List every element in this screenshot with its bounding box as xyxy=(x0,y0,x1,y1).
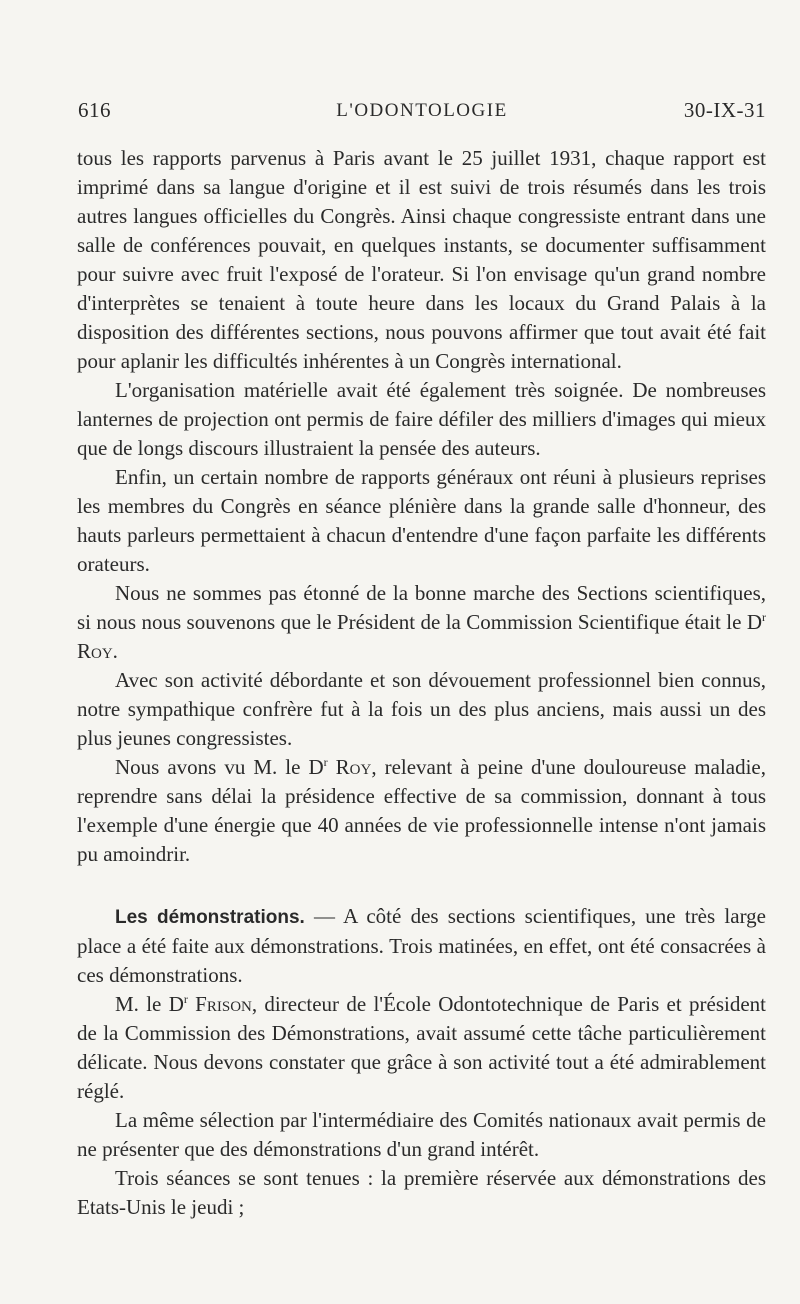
paragraph-demonstrations xyxy=(77,902,766,990)
paragraph-frison xyxy=(77,990,766,1106)
section-gap xyxy=(77,869,766,902)
paragraph-organisation: L'organisation matérielle avait été également très soignée. De nombreuses lanternes de projection ont permis de faire défiler des milliers d'images qui mieux que de longs discours illustraient la pensée des auteurs. xyxy=(77,378,766,460)
paragraph-rapports-generaux: Enfin, un certain nombre de rapports généraux ont réuni à plusieurs reprises les membres du Congrès en séance plénière dans la grande salle d'honneur, des hauts parleurs permettaient à chacun d'entendre d'une façon parfaite les différents orateurs. xyxy=(77,465,766,576)
superscript: r xyxy=(323,755,328,769)
issue-date: 30-IX-31 xyxy=(683,98,766,122)
text-run: , relevant à peine d'une douloureuse maladie, reprendre sans délai la présidence effective de sa commission, donnant à tous l'exemple d'une énergie que 40 années de vie professionnelle intense n'ont jamais pu amoindrir. xyxy=(77,755,767,866)
paragraph-selection: La même sélection par l'intermédiaire des Comités nationaux avait permis de ne présenter que des démonstrations d'un grand intérêt. xyxy=(77,1108,766,1161)
paragraph-activite: Avec son activité débordante et son dévouement professionnel bien connus, notre sympathique confrère fut à la fois un des plus anciens, mais aussi un des plus jeunes congressistes. xyxy=(77,668,766,750)
superscript: r xyxy=(762,610,766,624)
text-run: M. le D xyxy=(115,992,184,1016)
body-text xyxy=(77,144,766,1222)
journal-title: L'ODONTOLOGIE xyxy=(336,100,508,121)
superscript: r xyxy=(183,992,188,1006)
paragraph-sections-scientifiques xyxy=(77,579,766,666)
text-run: . xyxy=(112,639,118,663)
section-heading: Les démonstrations. xyxy=(115,907,305,928)
running-head xyxy=(78,98,766,128)
text-run: Nous ne sommes pas étonné de la bonne marche des Sections scientifiques, si nous nous souvenons que le Président de la Commission Scientifique était le D xyxy=(77,581,766,634)
text-run: Nous avons vu M. le D xyxy=(115,755,324,779)
page-number: 616 xyxy=(78,98,111,122)
paragraph-nous-avons-vu xyxy=(77,753,766,869)
text-run: — A côté des sections scientifiques, une très large place a été faite aux démonstrations. Trois matinées, en effet, ont été consacrées à ces démonstrations. xyxy=(77,904,767,987)
text-run: , directeur de l'École Odontotechnique de Paris et président de la Commission des Démonstrations, avait assumé cette tâche particulièrement délicate. Nous devons constater que grâce à son activité tout a été admirablement réglé. xyxy=(77,992,766,1103)
paragraph-seances: Trois séances se sont tenues : la première réservée aux démonstrations des Etats-Unis le jeudi ; xyxy=(77,1166,766,1219)
person-name: Roy xyxy=(335,755,372,779)
person-name: Roy xyxy=(77,639,113,663)
paragraph-continued: tous les rapports parvenus à Paris avant le 25 juillet 1931, chaque rapport est imprimé dans sa langue d'origine et il est suivi de trois résumés dans les trois autres langues officielles du Congrès. Ainsi chaque congressiste entrant dans une salle de conférences pouvait, en quelques instants, se documenter suffisamment pour suivre avec fruit l'exposé de l'orateur. Si l'on envisage qu'un grand nombre d'interprètes se tenaient à toute heure dans les locaux du Grand Palais à la disposition des différentes sections, nous pouvons affirmer que tout avait été fait pour aplanir les difficultés inhérentes à un Congrès international. xyxy=(77,146,766,373)
person-name: Frison xyxy=(195,992,252,1016)
